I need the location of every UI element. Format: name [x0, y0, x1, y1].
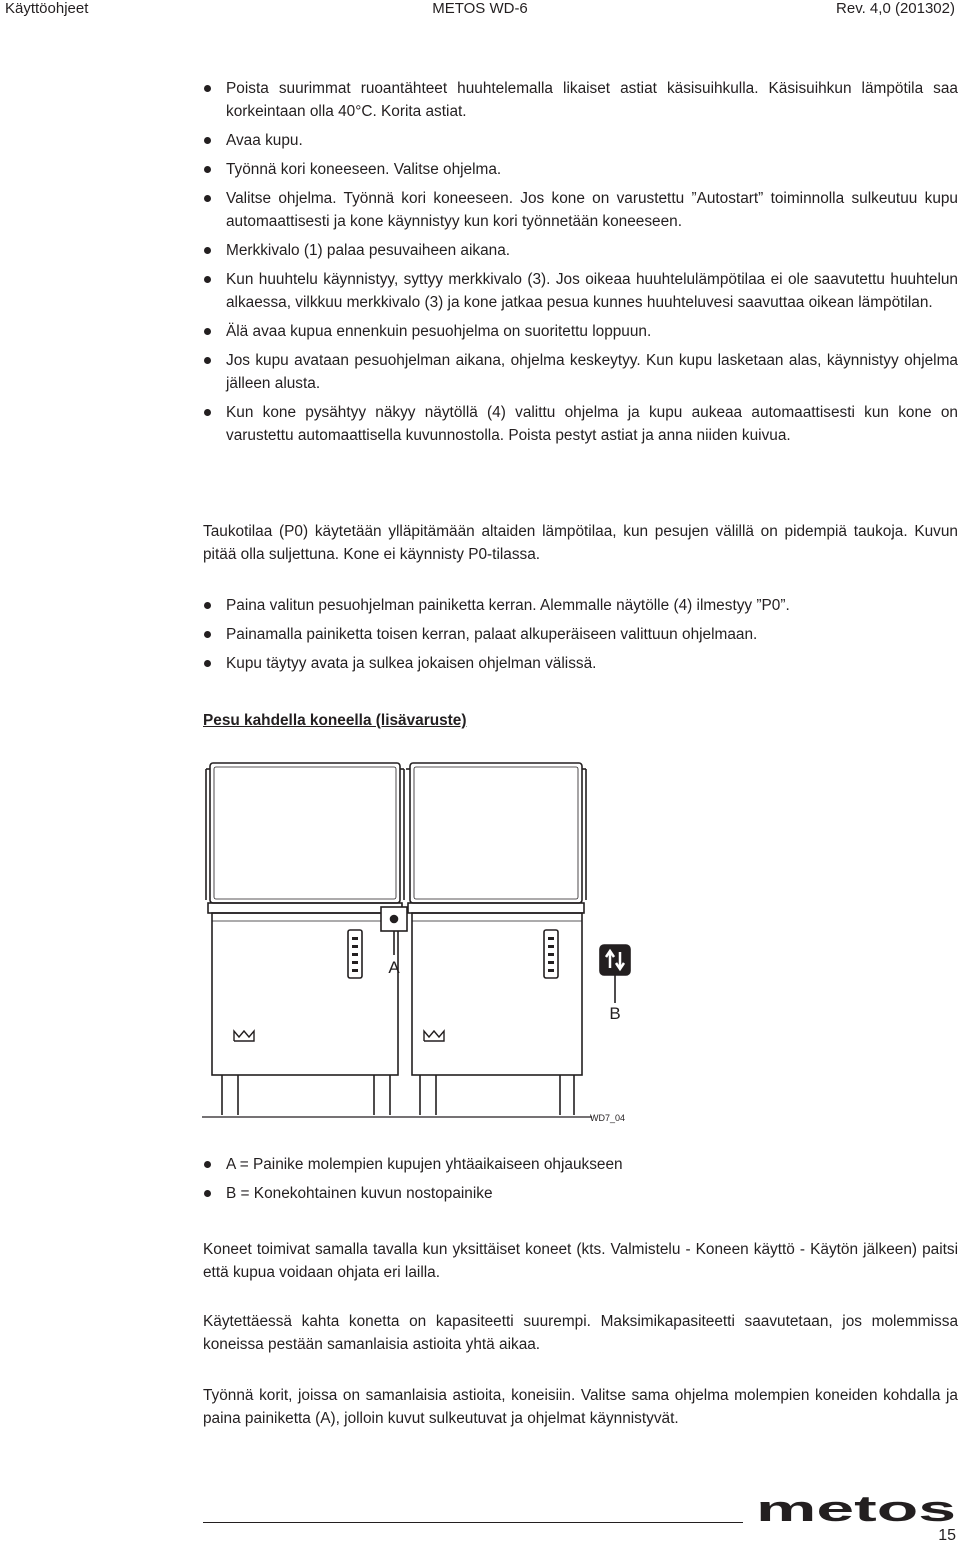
list-item: Älä avaa kupua ennenkuin pesuohjelma on suoritettu loppuun. — [203, 320, 958, 343]
logo-text: metos — [756, 1495, 956, 1525]
list-item: Kun huuhtelu käynnistyy, syttyy merkkivalo (3). Jos oikeaa huuhtelulämpötilaa ei ole saavutettu huuhtelun alkaessa, vilkkuu merkkivalo (3) ja kone jatkaa pesua kunnes huuhteluvesi saavuttaa oikean lämpötilan. — [203, 268, 958, 314]
right-cabinet — [412, 913, 582, 1075]
page-number: 15 — [938, 1527, 956, 1544]
list-item: Työnnä kori koneeseen. Valitse ohjelma. — [203, 158, 958, 181]
left-cabinet — [212, 913, 398, 1075]
header-product: METOS WD-6 — [432, 0, 528, 17]
figure-legend-list — [203, 1153, 958, 1205]
label-a: A — [388, 958, 400, 977]
list-item: Kun kone pysähtyy näkyy näytöllä (4) valittu ohjelma ja kupu aukeaa automaattisesti kun kone on varustettu automaattisella kuvunnostolla. Poista pestyt astiat ja anna niiden kuivua. — [203, 401, 958, 447]
list-item: Avaa kupu. — [203, 129, 958, 152]
header-doc-type: Käyttöohjeet — [5, 0, 89, 17]
instructions-section — [203, 77, 958, 453]
paragraph: Koneet toimivat samalla tavalla kun yksittäiset koneet (kts. Valmistelu - Koneen käyttö - Käytön jälkeen) paitsi että kupua voidaan ohjata eri lailla. — [203, 1241, 958, 1281]
header-revision: Rev. 4,0 (201302) — [836, 0, 955, 17]
dishwasher-pair-figure — [198, 755, 668, 1130]
operating-steps-list — [203, 77, 958, 447]
section-heading: Pesu kahdella koneella (lisävaruste) — [203, 712, 467, 729]
figure-code: WD7_04 — [590, 1113, 626, 1123]
list-item: Painamalla painiketta toisen kerran, palaat alkuperäiseen valittuun ohjelmaan. — [203, 623, 958, 646]
list-item: Jos kupu avataan pesuohjelman aikana, ohjelma keskeytyy. Kun kupu lasketaan alas, käynnistyy ohjelma jälleen alusta. — [203, 349, 958, 395]
label-b: B — [609, 1004, 621, 1023]
list-item: Paina valitun pesuohjelman painiketta kerran. Alemmalle näytölle (4) ilmestyy ”P0”. — [203, 594, 958, 617]
metos-logo — [752, 1495, 960, 1525]
button-b-icon — [600, 945, 630, 975]
footer-divider — [203, 1522, 743, 1523]
list-item: Poista suurimmat ruoantähteet huuhtelemalla likaiset astiat käsisuihkulla. Käsisuihkun lämpötila saa korkeintaan olla 40°C. Korita astiat. — [203, 77, 958, 123]
right-hood — [406, 763, 586, 903]
standby-paragraph: Taukotilaa (P0) käytetään ylläpitämään altaiden lämpötilaa, kun pesujen välillä on pidempiä taukoja. Kuvun pitää olla suljettuna. Kone ei käynnisty P0-tilassa. — [203, 523, 958, 563]
paragraph: Työnnä korit, joissa on samanlaisia astioita, koneisiin. Valitse sama ohjelma molempien koneiden kohdalla ja paina painiketta (A), jolloin kuvut sulkeutuvat ja ohjelmat käynnistyvät. — [203, 1387, 958, 1427]
list-item: B = Konekohtainen kuvun nostopainike — [203, 1182, 958, 1205]
list-item: Kupu täytyy avata ja sulkea jokaisen ohjelman välissä. — [203, 652, 958, 675]
standby-steps-list — [203, 594, 958, 675]
list-item: Merkkivalo (1) palaa pesuvaiheen aikana. — [203, 239, 958, 262]
list-item: A = Painike molempien kupujen yhtäaikaiseen ohjaukseen — [203, 1153, 958, 1176]
button-a-icon — [391, 916, 398, 923]
left-hood — [206, 763, 404, 903]
paragraph: Käytettäessä kahta konetta on kapasiteetti suurempi. Maksimikapasiteetti saavutetaan, jos molemmissa koneissa pestään samanlaisia astioita yhtä aikaa. — [203, 1313, 958, 1353]
list-item: Valitse ohjelma. Työnnä kori koneeseen. Jos kone on varustettu ”Autostart” toiminnolla sulkeutuu kupu automaattisesti ja kone käynnistyy kun kori työnnetään koneeseen. — [203, 187, 958, 233]
